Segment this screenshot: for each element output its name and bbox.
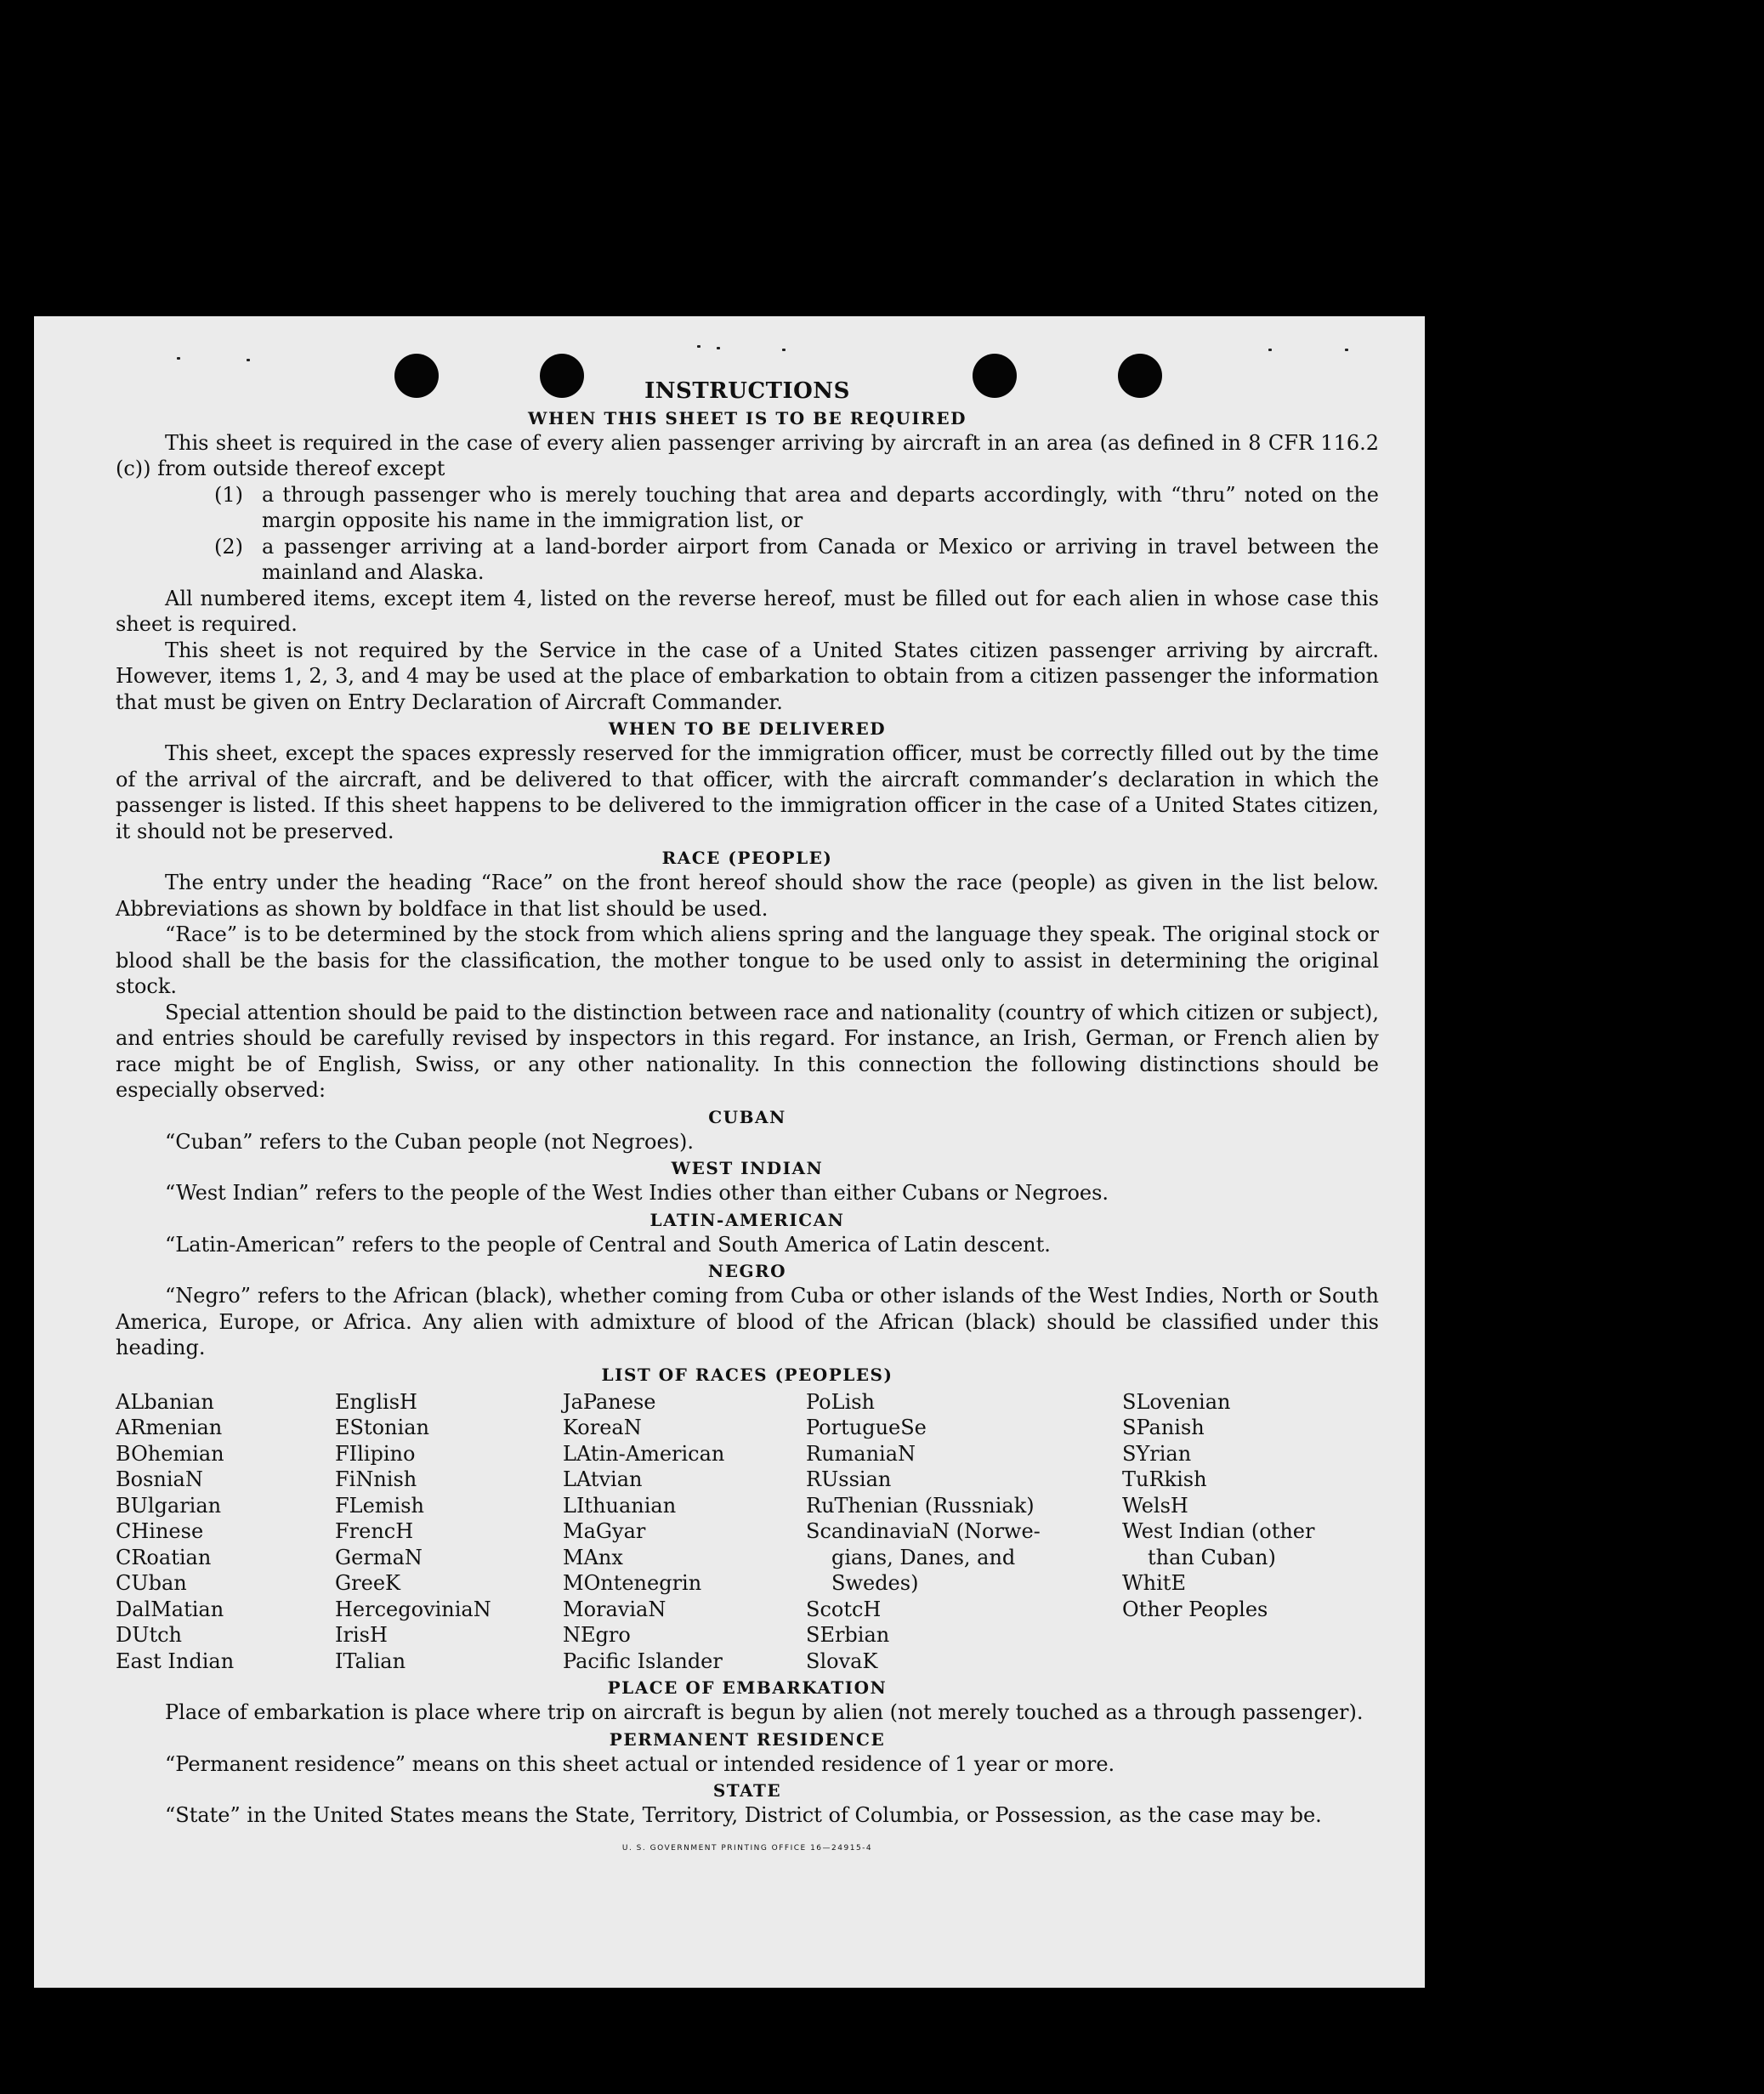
paragraph: “Latin-American” refers to the people of Central and South America of Latin descent. <box>165 1232 1051 1257</box>
race-list <box>116 1389 1379 1675</box>
race-entry: MoraviaN <box>563 1597 666 1621</box>
race-entry: West Indian (other <box>1122 1519 1315 1543</box>
race-entry: MOntenegrin <box>563 1571 702 1595</box>
race-entry: JaPanese <box>563 1389 656 1414</box>
race-entry: SErbian <box>806 1623 890 1647</box>
race-entry: CHinese <box>116 1519 204 1543</box>
race-entry: LAtvian <box>563 1467 643 1491</box>
section-heading: WHEN TO BE DELIVERED <box>608 718 887 739</box>
paragraph: This sheet is required in the case of every alien passenger arriving by aircraft in an area (as defined in 8 CFR 116.2 (c)) from outside thereof except <box>116 430 1379 480</box>
paragraph: “Race” is to be determined by the stock from which aliens spring and the language they speak. The original stock or blood shall be the basis for the classification, the mother tongue to be used only to assist in determining the original stock. <box>116 922 1379 998</box>
item-text: a passenger arriving at a land-border airport from Canada or Mexico or arriving in travel between the mainland and Alaska. <box>262 534 1379 584</box>
race-entry: IrisH <box>335 1623 388 1647</box>
paragraph: Special attention should be paid to the distinction between race and nationality (country of which citizen or subject), and entries should be carefully revised by inspectors in this regard. For instance, an Irish, German, or French alien by race might be of English, Swiss, or any other nationality. In this connection the following distinctions should be especially observed: <box>116 1000 1379 1102</box>
paragraph: Place of embarkation is place where trip on aircraft is begun by alien (not merely touched as a through passenger). <box>165 1700 1364 1724</box>
paragraph: “Cuban” refers to the Cuban people (not Negroes). <box>165 1129 694 1154</box>
race-entry: FIlipino <box>335 1441 416 1466</box>
race-entry: HercegoviniaN <box>335 1597 491 1621</box>
race-entry: SPanish <box>1122 1416 1205 1439</box>
paragraph: “Permanent residence” means on this sheet actual or intended residence of 1 year or more. <box>165 1751 1115 1776</box>
race-entry: PortugueSe <box>806 1416 927 1439</box>
race-entry: ALbanian <box>116 1389 214 1414</box>
ink-speck <box>1268 349 1272 351</box>
race-entry: WelsH <box>1122 1493 1188 1518</box>
race-entry: SLovenian <box>1122 1389 1231 1414</box>
race-entry: DUtch <box>116 1623 183 1647</box>
race-entry: FLemish <box>335 1493 424 1518</box>
ink-speck <box>717 347 720 349</box>
race-entry: FrencH <box>335 1519 414 1543</box>
race-entry: RuThenian (Russniak) <box>806 1493 1035 1518</box>
ink-speck <box>1345 349 1348 351</box>
paragraph: “West Indian” refers to the people of the West Indies other than either Cubans or Negroes. <box>165 1181 1109 1205</box>
ink-speck <box>177 357 180 360</box>
race-entry: BOhemian <box>116 1441 224 1466</box>
section-heading: PLACE OF EMBARKATION <box>607 1677 888 1698</box>
list-item <box>116 534 1379 586</box>
paragraph: All numbered items, except item 4, listed on the reverse hereof, must be filled out for each alien in whose case this sheet is required. <box>116 586 1379 636</box>
paragraph: This sheet, except the spaces expressly reserved for the immigration officer, must be correctly filled out by the time of the arrival of the aircraft, and be delivered to that officer, with the aircraft commander’s declaration in which the passenger is listed. If this sheet happens to be delivered to the immigration officer in the case of a United States citizen, it should not be preserved. <box>116 741 1379 843</box>
race-column <box>335 1389 563 1675</box>
race-column <box>1122 1389 1369 1675</box>
race-column <box>806 1389 1122 1675</box>
race-entry: GermaN <box>335 1545 423 1569</box>
section-heading: STATE <box>712 1780 782 1801</box>
race-entry: MAnx <box>563 1545 623 1569</box>
race-entry: Other Peoples <box>1122 1597 1268 1621</box>
race-column <box>563 1389 806 1675</box>
section-heading: CUBAN <box>708 1106 786 1127</box>
printer-imprint: U. S. GOVERNMENT PRINTING OFFICE 16—24915-4 <box>621 1843 873 1853</box>
race-entry: BosniaN <box>116 1467 203 1491</box>
race-entry: DalMatian <box>116 1597 224 1621</box>
race-entry: than Cuban) <box>1148 1545 1276 1569</box>
section-heading: NEGRO <box>707 1261 787 1281</box>
race-entry: MaGyar <box>563 1519 646 1543</box>
race-entry: CRoatian <box>116 1545 212 1569</box>
paragraph: This sheet is not required by the Service in the case of a United States citizen passenger arriving by aircraft. However, items 1, 2, 3, and 4 may be used at the place of embarkation to obtain from a citizen passenger the information that must be given on Entry Declaration of Aircraft Commander. <box>116 638 1379 714</box>
race-entry: SlovaK <box>806 1649 878 1673</box>
section-heading: RACE (PEOPLE) <box>661 848 833 868</box>
race-entry: SYrian <box>1122 1441 1192 1466</box>
section-heading: LIST OF RACES (PEOPLES) <box>601 1364 893 1385</box>
section-heading: WEST INDIAN <box>671 1158 824 1178</box>
race-entry: LIthuanian <box>563 1493 677 1518</box>
item-text: a through passenger who is merely touching that area and departs accordingly, with “thru” noted on the margin opposite his name in the immigration list, or <box>262 482 1379 532</box>
race-entry: LAtin-American <box>563 1441 725 1466</box>
race-entry: TuRkish <box>1122 1467 1207 1491</box>
race-entry: East Indian <box>116 1649 235 1673</box>
list-item <box>116 482 1379 534</box>
ink-speck <box>697 345 700 348</box>
race-entry: GreeK <box>335 1571 400 1595</box>
race-entry: ARmenian <box>116 1416 223 1439</box>
section-heading: LATIN-AMERICAN <box>649 1209 845 1230</box>
race-entry: ScandinaviaN (Norwe- <box>806 1519 1041 1543</box>
race-entry: EStonian <box>335 1416 429 1439</box>
race-entry: NEgro <box>563 1623 631 1647</box>
race-entry: RUssian <box>806 1467 892 1491</box>
paragraph: “Negro” refers to the African (black), whether coming from Cuba or other islands of the West Indies, North or South America, Europe, or Africa. Any alien with admixture of blood of the African (black) should be classified under this heading. <box>116 1284 1379 1359</box>
race-entry: FiNnish <box>335 1467 417 1491</box>
ink-speck <box>782 349 786 351</box>
race-column <box>116 1389 335 1675</box>
item-number: (1) <box>214 482 243 507</box>
item-number: (2) <box>214 534 243 559</box>
section-heading: PERMANENT RESIDENCE <box>609 1728 886 1750</box>
race-entry: ScotcH <box>806 1597 882 1621</box>
paragraph: The entry under the heading “Race” on the front hereof should show the race (people) as given in the list below. Abbreviations as shown by boldface in that list should be used. <box>116 871 1379 921</box>
race-entry: RumaniaN <box>806 1441 916 1466</box>
race-entry: BUlgarian <box>116 1493 222 1518</box>
race-entry: KoreaN <box>563 1416 642 1439</box>
ink-speck <box>247 359 250 361</box>
race-entry: EnglisH <box>335 1389 417 1414</box>
race-entry: Swedes) <box>831 1571 919 1595</box>
race-entry: WhitE <box>1122 1571 1186 1595</box>
document-sheet <box>34 316 1425 1988</box>
race-entry: PoLish <box>806 1389 876 1414</box>
paragraph: “State” in the United States means the State, Territory, District of Columbia, or Possession, as the case may be. <box>165 1803 1322 1827</box>
document-title: INSTRUCTIONS <box>644 378 850 404</box>
race-entry: Pacific Islander <box>563 1649 723 1673</box>
race-entry: ITalian <box>335 1649 406 1673</box>
race-entry: gians, Danes, and <box>831 1545 1016 1569</box>
section-heading: WHEN THIS SHEET IS TO BE REQUIRED <box>528 407 967 428</box>
document-body <box>116 378 1379 1861</box>
race-entry: CUban <box>116 1571 187 1595</box>
